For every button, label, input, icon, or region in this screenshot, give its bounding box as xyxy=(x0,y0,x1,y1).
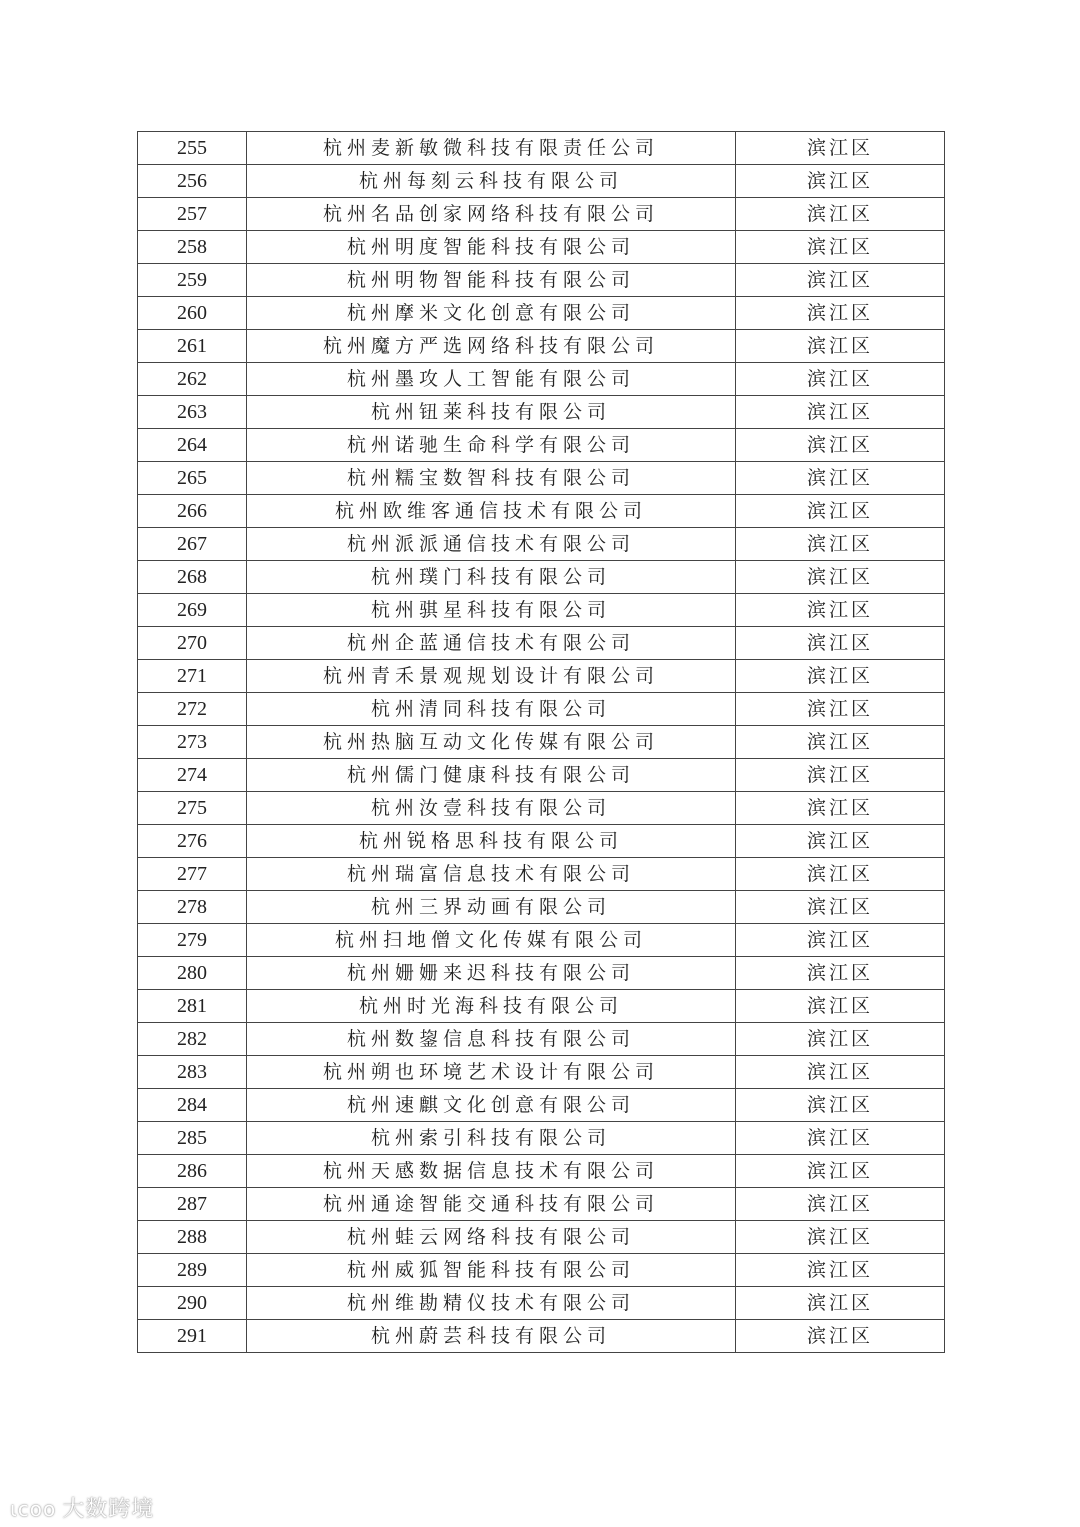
row-number: 283 xyxy=(138,1056,247,1089)
row-number: 287 xyxy=(138,1188,247,1221)
district: 滨江区 xyxy=(736,1254,945,1287)
row-number: 264 xyxy=(138,429,247,462)
table-row xyxy=(138,693,945,726)
row-number: 267 xyxy=(138,528,247,561)
company-name: 杭州威狐智能科技有限公司 xyxy=(247,1254,736,1287)
row-number: 273 xyxy=(138,726,247,759)
table-row xyxy=(138,1122,945,1155)
district: 滨江区 xyxy=(736,1320,945,1353)
table-row xyxy=(138,660,945,693)
table-row xyxy=(138,297,945,330)
district: 滨江区 xyxy=(736,759,945,792)
table-row xyxy=(138,198,945,231)
district: 滨江区 xyxy=(736,693,945,726)
table-row xyxy=(138,165,945,198)
district: 滨江区 xyxy=(736,495,945,528)
company-name: 杭州派派通信技术有限公司 xyxy=(247,528,736,561)
district: 滨江区 xyxy=(736,264,945,297)
row-number: 275 xyxy=(138,792,247,825)
row-number: 263 xyxy=(138,396,247,429)
company-name: 杭州儒门健康科技有限公司 xyxy=(247,759,736,792)
table-row xyxy=(138,1089,945,1122)
district: 滨江区 xyxy=(736,1287,945,1320)
row-number: 282 xyxy=(138,1023,247,1056)
district: 滨江区 xyxy=(736,132,945,165)
table-row xyxy=(138,792,945,825)
row-number: 276 xyxy=(138,825,247,858)
district: 滨江区 xyxy=(736,198,945,231)
company-name: 杭州糯宝数智科技有限公司 xyxy=(247,462,736,495)
company-name: 杭州索引科技有限公司 xyxy=(247,1122,736,1155)
row-number: 277 xyxy=(138,858,247,891)
company-name: 杭州摩米文化创意有限公司 xyxy=(247,297,736,330)
row-number: 258 xyxy=(138,231,247,264)
table-row xyxy=(138,1320,945,1353)
company-name: 杭州时光海科技有限公司 xyxy=(247,990,736,1023)
district: 滨江区 xyxy=(736,1122,945,1155)
company-name: 杭州钮莱科技有限公司 xyxy=(247,396,736,429)
table-row xyxy=(138,1155,945,1188)
row-number: 280 xyxy=(138,957,247,990)
district: 滨江区 xyxy=(736,528,945,561)
company-name: 杭州扫地僧文化传媒有限公司 xyxy=(247,924,736,957)
district: 滨江区 xyxy=(736,1188,945,1221)
company-name: 杭州墨攻人工智能有限公司 xyxy=(247,363,736,396)
table-body xyxy=(138,132,945,1353)
company-name: 杭州骐星科技有限公司 xyxy=(247,594,736,627)
row-number: 270 xyxy=(138,627,247,660)
district: 滨江区 xyxy=(736,594,945,627)
district: 滨江区 xyxy=(736,825,945,858)
table-row xyxy=(138,396,945,429)
table-row xyxy=(138,825,945,858)
company-name: 杭州锐格思科技有限公司 xyxy=(247,825,736,858)
company-name: 杭州青禾景观规划设计有限公司 xyxy=(247,660,736,693)
company-name: 杭州数鋆信息科技有限公司 xyxy=(247,1023,736,1056)
table-row xyxy=(138,1056,945,1089)
table-row xyxy=(138,132,945,165)
watermark-text: 大数跨境 xyxy=(62,1497,155,1522)
district: 滨江区 xyxy=(736,330,945,363)
district: 滨江区 xyxy=(736,363,945,396)
table-row xyxy=(138,957,945,990)
district: 滨江区 xyxy=(736,165,945,198)
table-row xyxy=(138,627,945,660)
company-name: 杭州企蓝通信技术有限公司 xyxy=(247,627,736,660)
district: 滨江区 xyxy=(736,462,945,495)
district: 滨江区 xyxy=(736,1023,945,1056)
district: 滨江区 xyxy=(736,1155,945,1188)
district: 滨江区 xyxy=(736,429,945,462)
company-name: 杭州速麒文化创意有限公司 xyxy=(247,1089,736,1122)
district: 滨江区 xyxy=(736,1056,945,1089)
company-name: 杭州诺驰生命科学有限公司 xyxy=(247,429,736,462)
company-name: 杭州璞门科技有限公司 xyxy=(247,561,736,594)
row-number: 271 xyxy=(138,660,247,693)
watermark-logo-icon: ιcoo xyxy=(10,1497,57,1521)
district: 滨江区 xyxy=(736,726,945,759)
table-row xyxy=(138,495,945,528)
table-row xyxy=(138,528,945,561)
table-row xyxy=(138,363,945,396)
row-number: 291 xyxy=(138,1320,247,1353)
district: 滨江区 xyxy=(736,627,945,660)
row-number: 274 xyxy=(138,759,247,792)
table-row xyxy=(138,726,945,759)
table-row xyxy=(138,264,945,297)
district: 滨江区 xyxy=(736,297,945,330)
district: 滨江区 xyxy=(736,957,945,990)
district: 滨江区 xyxy=(736,1221,945,1254)
row-number: 257 xyxy=(138,198,247,231)
row-number: 260 xyxy=(138,297,247,330)
table-row xyxy=(138,1287,945,1320)
table-row xyxy=(138,594,945,627)
table-row xyxy=(138,891,945,924)
row-number: 284 xyxy=(138,1089,247,1122)
row-number: 266 xyxy=(138,495,247,528)
district: 滨江区 xyxy=(736,396,945,429)
table-row xyxy=(138,462,945,495)
district: 滨江区 xyxy=(736,660,945,693)
row-number: 285 xyxy=(138,1122,247,1155)
row-number: 290 xyxy=(138,1287,247,1320)
company-name: 杭州姗姗来迟科技有限公司 xyxy=(247,957,736,990)
company-name: 杭州三界动画有限公司 xyxy=(247,891,736,924)
table-row xyxy=(138,990,945,1023)
row-number: 269 xyxy=(138,594,247,627)
district: 滨江区 xyxy=(736,891,945,924)
row-number: 279 xyxy=(138,924,247,957)
table-row xyxy=(138,858,945,891)
table-row xyxy=(138,330,945,363)
watermark xyxy=(10,1492,154,1523)
company-name: 杭州天感数据信息技术有限公司 xyxy=(247,1155,736,1188)
company-name: 杭州朔也环境艺术设计有限公司 xyxy=(247,1056,736,1089)
company-name: 杭州汝壹科技有限公司 xyxy=(247,792,736,825)
row-number: 281 xyxy=(138,990,247,1023)
table-row xyxy=(138,1254,945,1287)
district: 滨江区 xyxy=(736,990,945,1023)
row-number: 256 xyxy=(138,165,247,198)
table-row xyxy=(138,1023,945,1056)
company-name: 杭州欧维客通信技术有限公司 xyxy=(247,495,736,528)
district: 滨江区 xyxy=(736,231,945,264)
company-name: 杭州魔方严选网络科技有限公司 xyxy=(247,330,736,363)
district: 滨江区 xyxy=(736,792,945,825)
row-number: 255 xyxy=(138,132,247,165)
row-number: 272 xyxy=(138,693,247,726)
company-name: 杭州麦新敏微科技有限责任公司 xyxy=(247,132,736,165)
district: 滨江区 xyxy=(736,924,945,957)
row-number: 288 xyxy=(138,1221,247,1254)
table-row xyxy=(138,1188,945,1221)
company-name: 杭州维勘精仪技术有限公司 xyxy=(247,1287,736,1320)
table-row xyxy=(138,561,945,594)
district: 滨江区 xyxy=(736,561,945,594)
company-name: 杭州瑞富信息技术有限公司 xyxy=(247,858,736,891)
district: 滨江区 xyxy=(736,1089,945,1122)
company-name: 杭州通途智能交通科技有限公司 xyxy=(247,1188,736,1221)
row-number: 259 xyxy=(138,264,247,297)
table-row xyxy=(138,924,945,957)
company-name: 杭州蔚芸科技有限公司 xyxy=(247,1320,736,1353)
row-number: 278 xyxy=(138,891,247,924)
row-number: 286 xyxy=(138,1155,247,1188)
table-row xyxy=(138,759,945,792)
company-name: 杭州蛙云网络科技有限公司 xyxy=(247,1221,736,1254)
company-name: 杭州每刻云科技有限公司 xyxy=(247,165,736,198)
row-number: 268 xyxy=(138,561,247,594)
table-row xyxy=(138,1221,945,1254)
company-name: 杭州清同科技有限公司 xyxy=(247,693,736,726)
district: 滨江区 xyxy=(736,858,945,891)
company-name: 杭州名品创家网络科技有限公司 xyxy=(247,198,736,231)
company-name: 杭州明度智能科技有限公司 xyxy=(247,231,736,264)
row-number: 265 xyxy=(138,462,247,495)
table-row xyxy=(138,231,945,264)
row-number: 262 xyxy=(138,363,247,396)
table-row xyxy=(138,429,945,462)
company-list-table xyxy=(137,131,945,1353)
company-name: 杭州热脑互动文化传媒有限公司 xyxy=(247,726,736,759)
company-name: 杭州明物智能科技有限公司 xyxy=(247,264,736,297)
row-number: 289 xyxy=(138,1254,247,1287)
row-number: 261 xyxy=(138,330,247,363)
